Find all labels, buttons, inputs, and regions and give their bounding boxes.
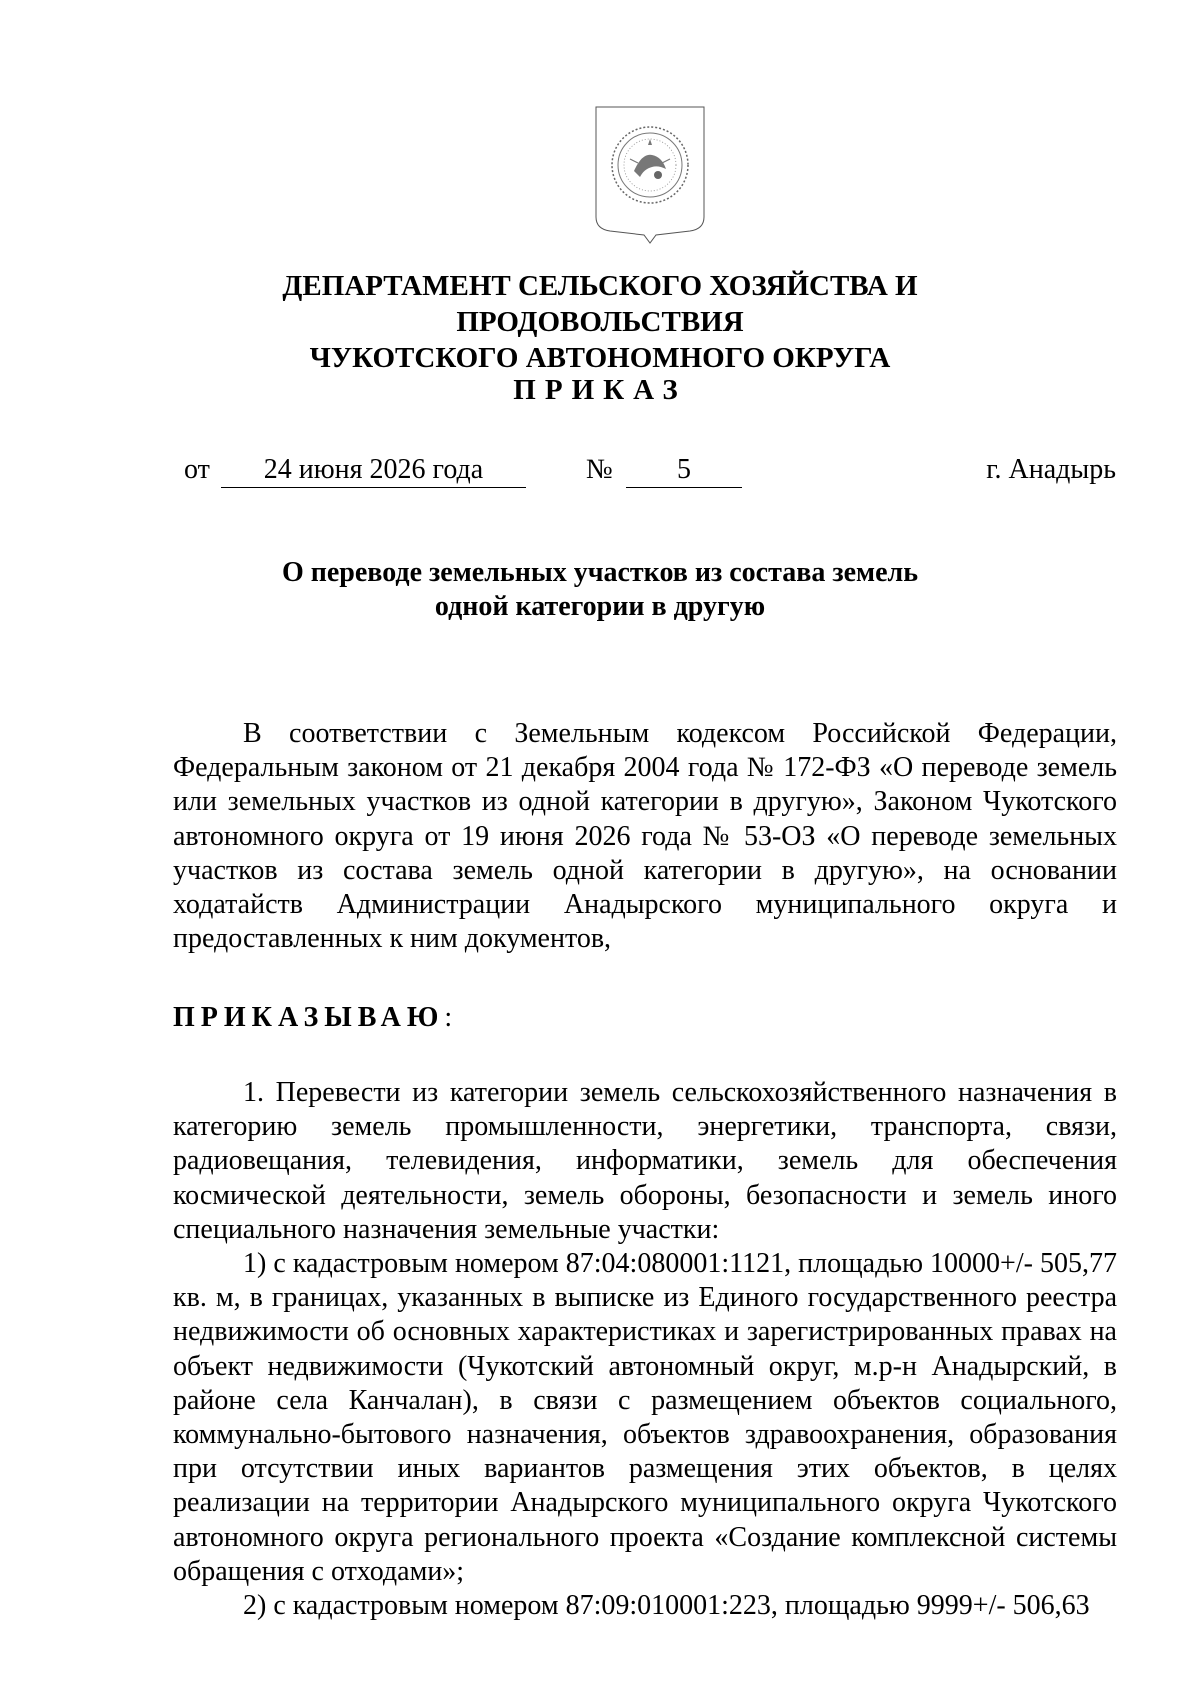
preamble-paragraph: В соответствии с Земельным кодексом Российской Федерации, Федеральным законом от 21 декабря 2004 года № 172-ФЗ «О переводе земель или земельных участков из одной категории в другую», Законом Чукотского автономного округа от 19 июня 2026 года № 53-ОЗ «О переводе земельных участков из состава земель одной категории в другую», на основании ходатайств Администрации Анадырского муниципального округа и предоставленных к ним документов,: [173, 718, 1117, 955]
decree-word: ПРИКАЗЫВАЮ: [173, 1002, 445, 1033]
subject-line-1: О переводе земельных участков из состава земель: [281, 557, 919, 588]
order-subitem-1: 1) с кадастровым номером 87:04:080001:1121, площадью 10000+/- 505,77 кв. м, в границах, указанных в выписке из Единого государственного реестра недвижимости об основных характеристиках и зарегистрированных правах на объект недвижимости (Чукотский автономный округ, м.р-н Анадырский, в районе села Канчалан), в связи с размещением объектов социального, коммунально-бытового назначения, объектов здравоохранения, образования при отсутствии иных вариантов размещения этих объектов, в целях реализации на территории Анадырского муниципального округа Чукотского автономного округа регионального проекта «Создание комплексной системы обращения с отходами»;: [173, 1248, 1117, 1587]
subject-line-2: одной категории в другую: [434, 591, 766, 622]
preamble-block: [173, 717, 1117, 956]
decree-heading: [173, 1001, 452, 1035]
order-subitem-2: 2) с кадастровым номером 87:09:010001:223, площадью 9999+/- 506,63: [243, 1590, 1090, 1622]
document-subject: [200, 556, 1000, 624]
number-sign: №: [586, 454, 613, 485]
document-city: г. Анадырь: [986, 454, 1116, 485]
order-items: [173, 1076, 1117, 1623]
org-line-1: ДЕПАРТАМЕНТ СЕЛЬСКОГО ХОЗЯЙСТВА И ПРОДОВОЛЬСТВИЯ: [282, 270, 918, 338]
document-date: 24 июня 2026 года: [221, 453, 526, 488]
order-item-1: 1. Перевести из категории земель сельскохозяйственного назначения в категорию земель промышленности, энергетики, транспорта, связи, радиовещания, телевидения, информатики, земель для обеспечения космической деятельности, земель обороны, безопасности и земель иного специального назначения земельные участки:: [173, 1077, 1117, 1245]
organization-name: [150, 268, 1050, 376]
document-type-title: ПРИКАЗ: [513, 374, 687, 406]
date-prefix: от: [184, 454, 210, 485]
coat-of-arms-icon: [590, 105, 710, 245]
org-line-2: ЧУКОТСКОГО АВТОНОМНОГО ОКРУГА: [309, 342, 891, 374]
document-number: 5: [626, 453, 742, 488]
decree-colon: :: [444, 1002, 453, 1033]
